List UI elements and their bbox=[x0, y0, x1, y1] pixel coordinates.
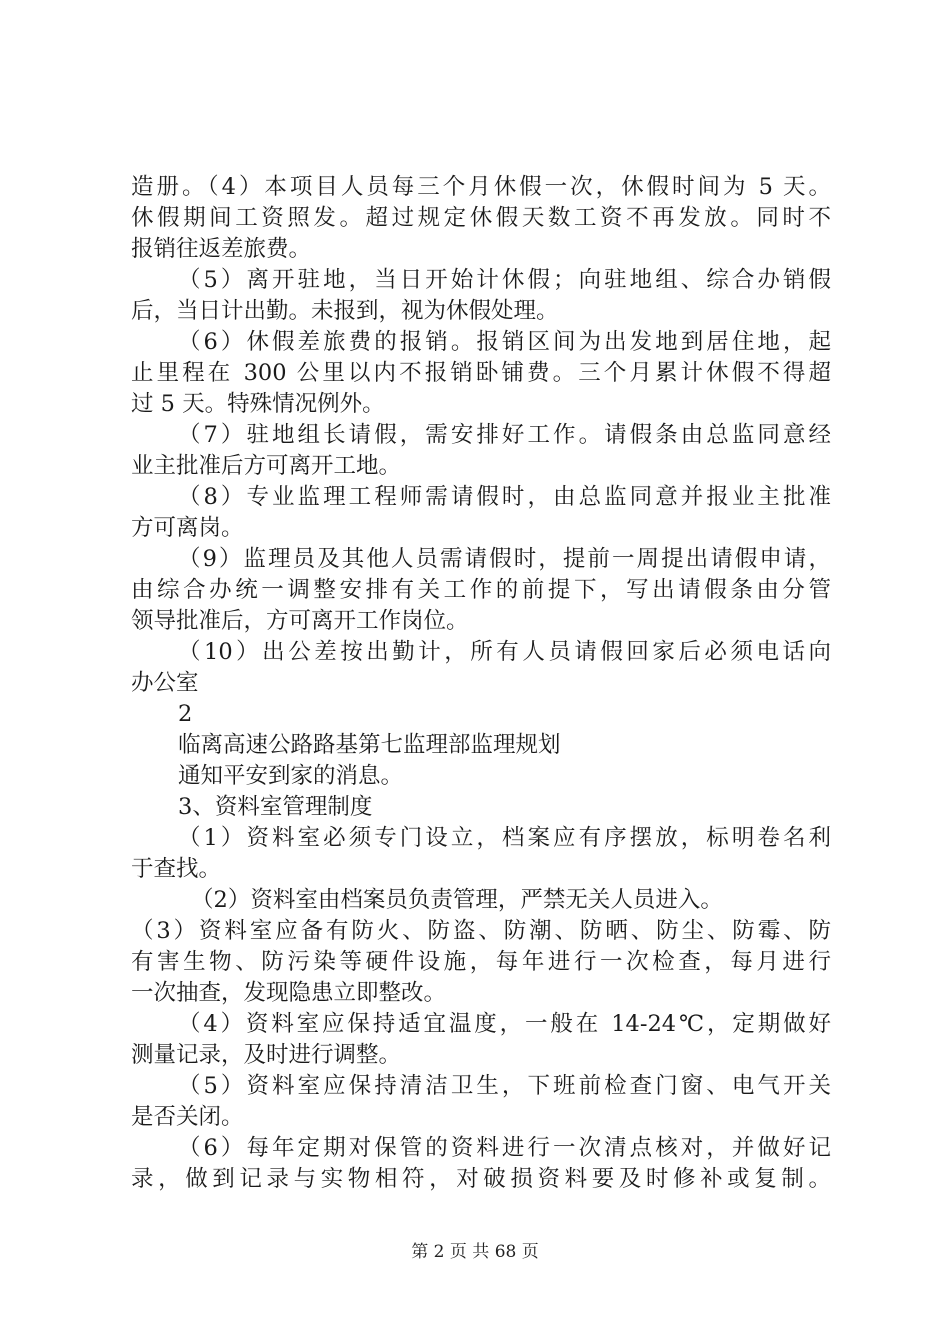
text-line: 后，当日计出勤。未报到，视为休假处理。 bbox=[131, 298, 559, 324]
text-line: 领导批准后，方可离开工作岗位。 bbox=[131, 608, 469, 634]
page-count-label: 第 2 页 共 68 页 bbox=[411, 1242, 539, 1262]
text-line: 止里程在 300 公里以内不报销卧铺费。三个月累计休假不得超 bbox=[131, 360, 831, 386]
text-line: （5）离开驻地，当日开始计休假；向驻地组、综合办销假 bbox=[178, 267, 831, 293]
text-line: （3）资料室应备有防火、防盗、防潮、防晒、防尘、防霉、防 bbox=[131, 918, 831, 944]
text-line: （1）资料室必须专门设立，档案应有序摆放，标明卷名利 bbox=[178, 825, 831, 851]
text-line: 是否关闭。 bbox=[131, 1104, 244, 1130]
text-line: （4）资料室应保持适宜温度，一般在 14-24℃，定期做好 bbox=[178, 1011, 831, 1037]
text-line: 通知平安到家的消息。 bbox=[178, 763, 404, 789]
text-line: 于查找。 bbox=[131, 856, 222, 882]
text-line: （2）资料室由档案员负责管理，严禁无关人员进入。 bbox=[191, 887, 723, 913]
text-line: 休假期间工资照发。超过规定休假天数工资不再发放。同时不 bbox=[131, 205, 831, 231]
text-line: （7）驻地组长请假，需安排好工作。请假条由总监同意经 bbox=[178, 422, 831, 448]
text-line: （6）每年定期对保管的资料进行一次清点核对，并做好记 bbox=[178, 1135, 831, 1161]
text-line: 测量记录，及时进行调整。 bbox=[131, 1042, 402, 1068]
page-number-inline: 2 bbox=[178, 701, 193, 727]
running-header: 临离高速公路路基第七监理部监理规划 bbox=[178, 732, 561, 758]
text-line: 一次抽查，发现隐患立即整改。 bbox=[131, 980, 447, 1006]
text-line: 造册。（4）本项目人员每三个月休假一次，休假时间为 5 天。 bbox=[131, 174, 831, 200]
text-line: （6）休假差旅费的报销。报销区间为出发地到居住地，起 bbox=[178, 329, 831, 355]
text-line: 录，做到记录与实物相符，对破损资料要及时修补或复制。 bbox=[131, 1166, 831, 1192]
text-line: （8）专业监理工程师需请假时，由总监同意并报业主批准 bbox=[178, 484, 831, 510]
text-line: （9）监理员及其他人员需请假时，提前一周提出请假申请， bbox=[178, 546, 831, 572]
text-line: 办公室 bbox=[131, 670, 199, 696]
text-line: 由综合办统一调整安排有关工作的前提下，写出请假条由分管 bbox=[131, 577, 831, 603]
text-line: （10）出公差按出勤计，所有人员请假回家后必须电话向 bbox=[178, 639, 831, 665]
text-line: 报销往返差旅费。 bbox=[131, 236, 312, 262]
text-line: 方可离岗。 bbox=[131, 515, 244, 541]
page-footer bbox=[0, 1241, 950, 1263]
section-heading: 3、资料室管理制度 bbox=[178, 794, 373, 820]
text-line: 业主批准后方可离开工地。 bbox=[131, 453, 402, 479]
document-body bbox=[131, 172, 831, 1195]
text-line: 有害生物、防污染等硬件设施，每年进行一次检查，每月进行 bbox=[131, 949, 831, 975]
text-line: 过 5 天。特殊情况例外。 bbox=[131, 391, 385, 417]
text-line: （5）资料室应保持清洁卫生，下班前检查门窗、电气开关 bbox=[178, 1073, 831, 1099]
